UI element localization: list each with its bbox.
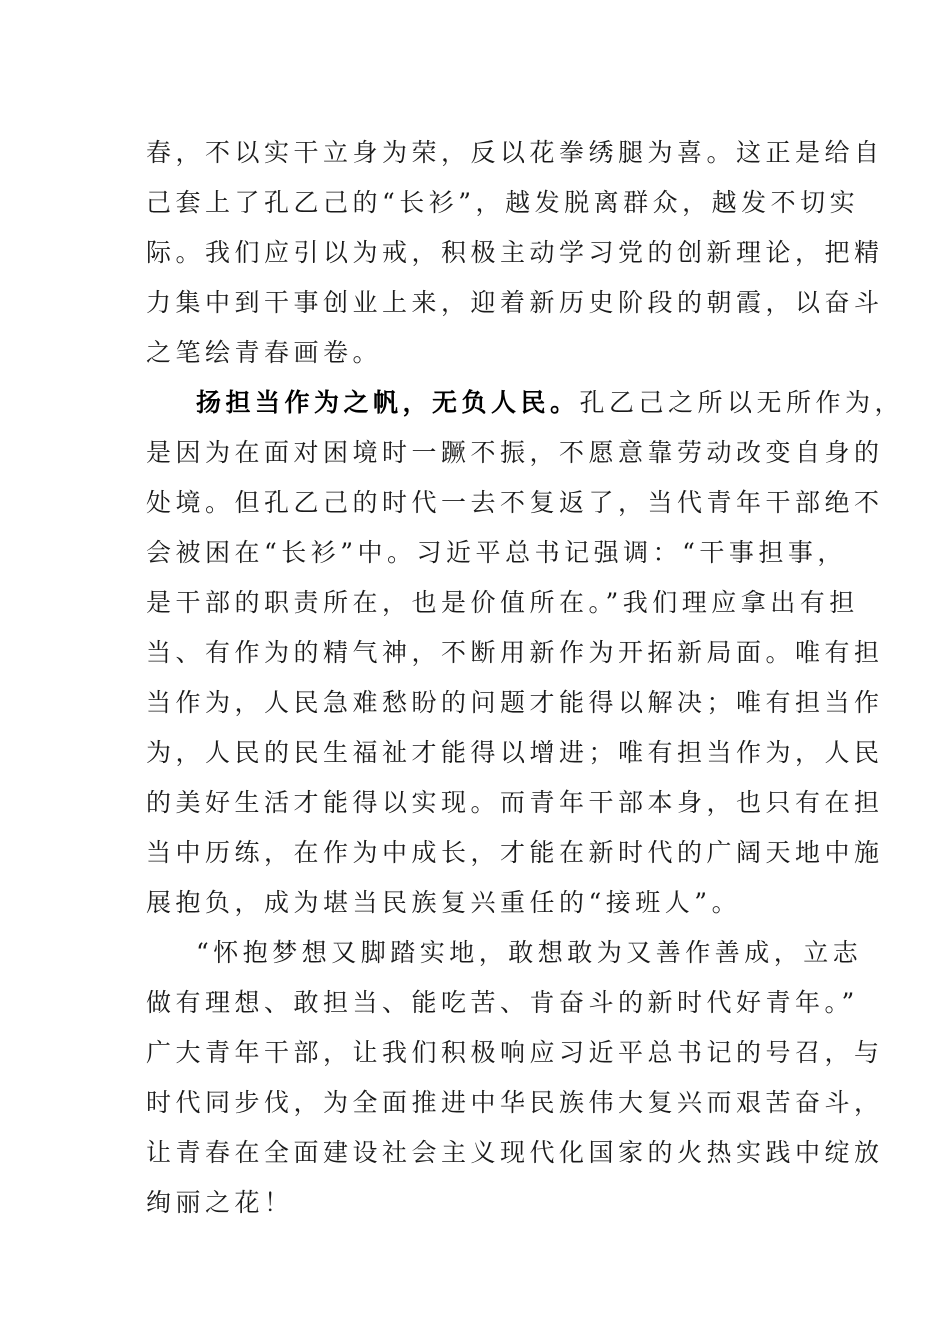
text-line: 是因为在面对困境时一蹶不振，不愿意靠劳动改变自身的 (146, 438, 884, 467)
text-line: 广大青年干部，让我们积极响应习近平总书记的号召，与 (146, 1038, 884, 1067)
text-line-first (146, 378, 905, 428)
text-line-first: “怀抱梦想又脚踏实地，敢想敢为又善作善成，立志 (196, 938, 863, 967)
paragraph-3 (146, 928, 884, 1228)
text-line: 己套上了孔乙己的“长衫”，越发脱离群众，越发不切实 (146, 188, 860, 217)
text-fragment: 孔乙己之所以无所作为， (579, 388, 905, 417)
text-line: 当、有作为的精气神，不断用新作为开拓新局面。唯有担 (146, 638, 884, 667)
text-line: 际。我们应引以为戒，积极主动学习党的创新理论，把精 (146, 238, 884, 267)
document-body (146, 128, 905, 1228)
text-line: 当中历练，在作为中成长，才能在新时代的广阔天地中施 (146, 838, 884, 867)
paragraph-1 (146, 128, 884, 378)
text-line: 时代同步伐，为全面推进中华民族伟大复兴而艰苦奋斗， (146, 1088, 884, 1117)
paragraph-heading: 扬担当作为之帆，无负人民。 (196, 388, 580, 417)
text-line: 为，人民的民生福祉才能得以增进；唯有担当作为，人民 (146, 738, 884, 767)
text-line: 处境。但孔乙己的时代一去不复返了，当代青年干部绝不 (146, 488, 884, 517)
text-line: 展抱负，成为堪当民族复兴重任的“接班人”。 (146, 888, 742, 917)
text-line: 做有理想、敢担当、能吃苦、肯奋斗的新时代好青年。” (146, 988, 859, 1017)
text-line: 当作为，人民急难愁盼的问题才能得以解决；唯有担当作 (146, 688, 884, 717)
paragraph-2 (146, 378, 905, 928)
text-line: 让青春在全面建设社会主义现代化国家的火热实践中绽放 (146, 1138, 884, 1167)
text-line: 的美好生活才能得以实现。而青年干部本身，也只有在担 (146, 788, 884, 817)
text-line: 力集中到干事创业上来，迎着新历史阶段的朝霞，以奋斗 (146, 288, 884, 317)
text-line: 是干部的职责所在，也是价值所在。”我们理应拿出有担 (146, 588, 859, 617)
text-line: 春，不以实干立身为荣，反以花拳绣腿为喜。这正是给自 (146, 138, 884, 167)
text-line: 绚丽之花！ (146, 1188, 294, 1217)
text-line: 之笔绘青春画卷。 (146, 338, 383, 367)
text-line: 会被困在“长衫”中。习近平总书记强调：“干事担事， (146, 538, 847, 567)
